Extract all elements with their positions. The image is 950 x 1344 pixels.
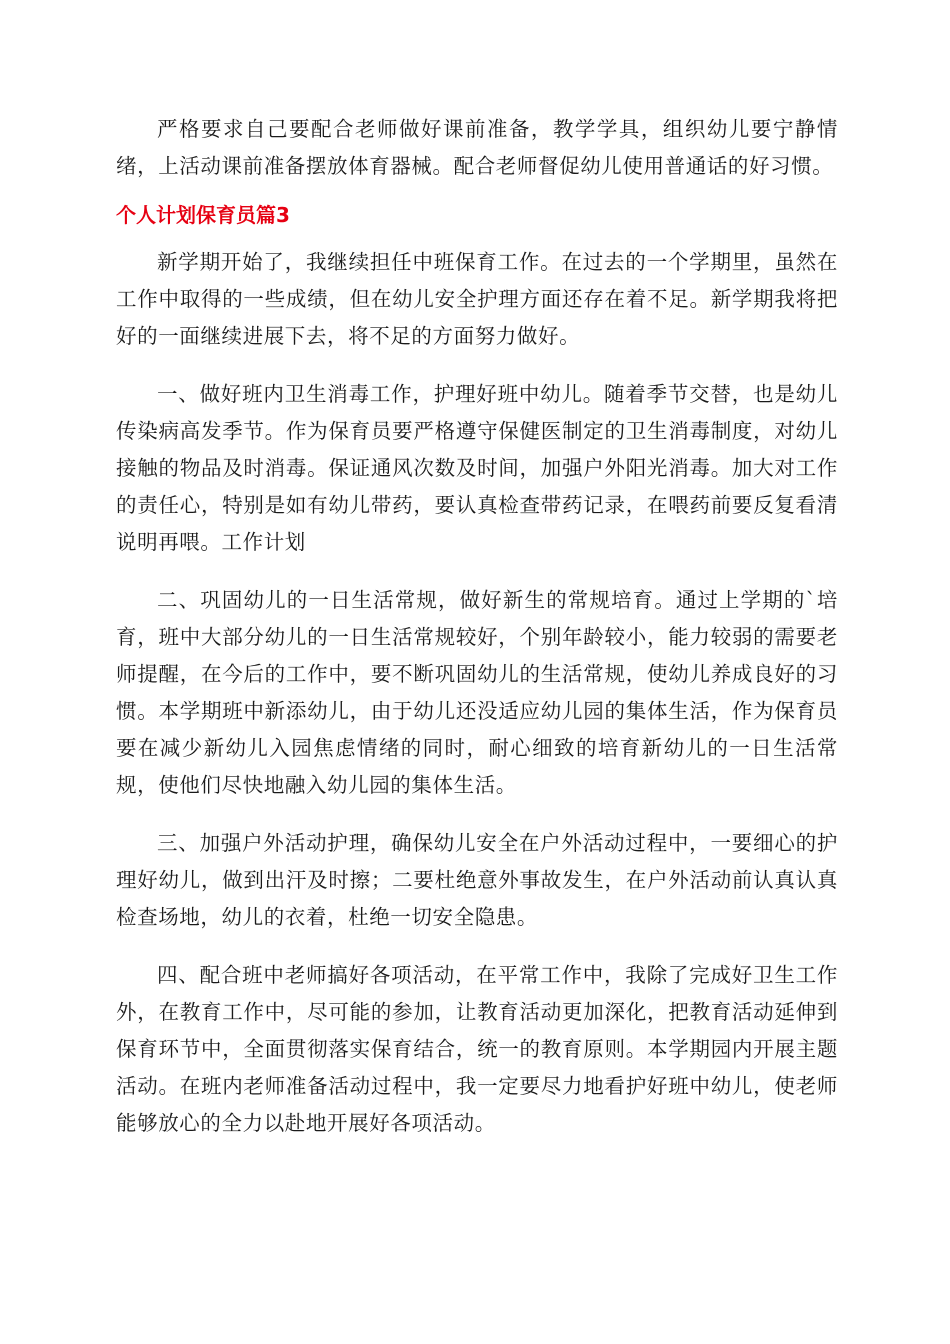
paragraph-5: 四、配合班中老师搞好各项活动，在平常工作中，我除了完成好卫生工作外，在教育工作中，尽可能的参加，让教育活动更加深化，把教育活动延伸到保育环节中，全面贯彻落实保育结合，统一的教育原则。本学期园内开展主题活动。在班内老师准备活动过程中，我一定要尽力地看护好班中幼儿，使老师能够放心的全力以赴地开展好各项活动。 — [116, 963, 838, 1135]
section-heading: 个人计划保育员篇3 — [116, 203, 290, 227]
document-body — [116, 111, 838, 1142]
paragraph-3: 二、巩固幼儿的一日生活常规，做好新生的常规培育。通过上学期的`培育，班中大部分幼儿的一日生活常规较好，个别年龄较小，能力较弱的需要老师提醒，在今后的工作中，要不断巩固幼儿的生活常规，使幼儿养成良好的习惯。本学期班中新添幼儿，由于幼儿还没适应幼儿园的集体生活，作为保育员要在减少新幼儿入园焦虑情绪的同时，耐心细致的培育新幼儿的一日生活常规，使他们尽快地融入幼儿园的集体生活。 — [116, 588, 838, 797]
paragraph-4: 三、加强户外活动护理，确保幼儿安全在户外活动过程中，一要细心的护理好幼儿，做到出汗及时擦；二要杜绝意外事故发生，在户外活动前认真认真检查场地，幼儿的衣着，杜绝一切安全隐患。 — [116, 831, 838, 929]
paragraph-intro: 严格要求自己要配合老师做好课前准备，教学学具，组织幼儿要宁静情绪，上活动课前准备摆放体育器械。配合老师督促幼儿使用普通话的好习惯。 — [116, 117, 838, 178]
paragraph-1: 新学期开始了，我继续担任中班保育工作。在过去的一个学期里，虽然在工作中取得的一些成绩，但在幼儿安全护理方面还存在着不足。新学期我将把好的一面继续进展下去，将不足的方面努力做好。 — [116, 250, 838, 348]
paragraph-2: 一、做好班内卫生消毒工作，护理好班中幼儿。随着季节交替，也是幼儿传染病高发季节。作为保育员要严格遵守保健医制定的卫生消毒制度，对幼儿接触的物品及时消毒。保证通风次数及时间，加强户外阳光消毒。加大对工作的责任心，特别是如有幼儿带药，要认真检查带药记录，在喂药前要反复看清说明再喂。工作计划 — [116, 382, 838, 554]
